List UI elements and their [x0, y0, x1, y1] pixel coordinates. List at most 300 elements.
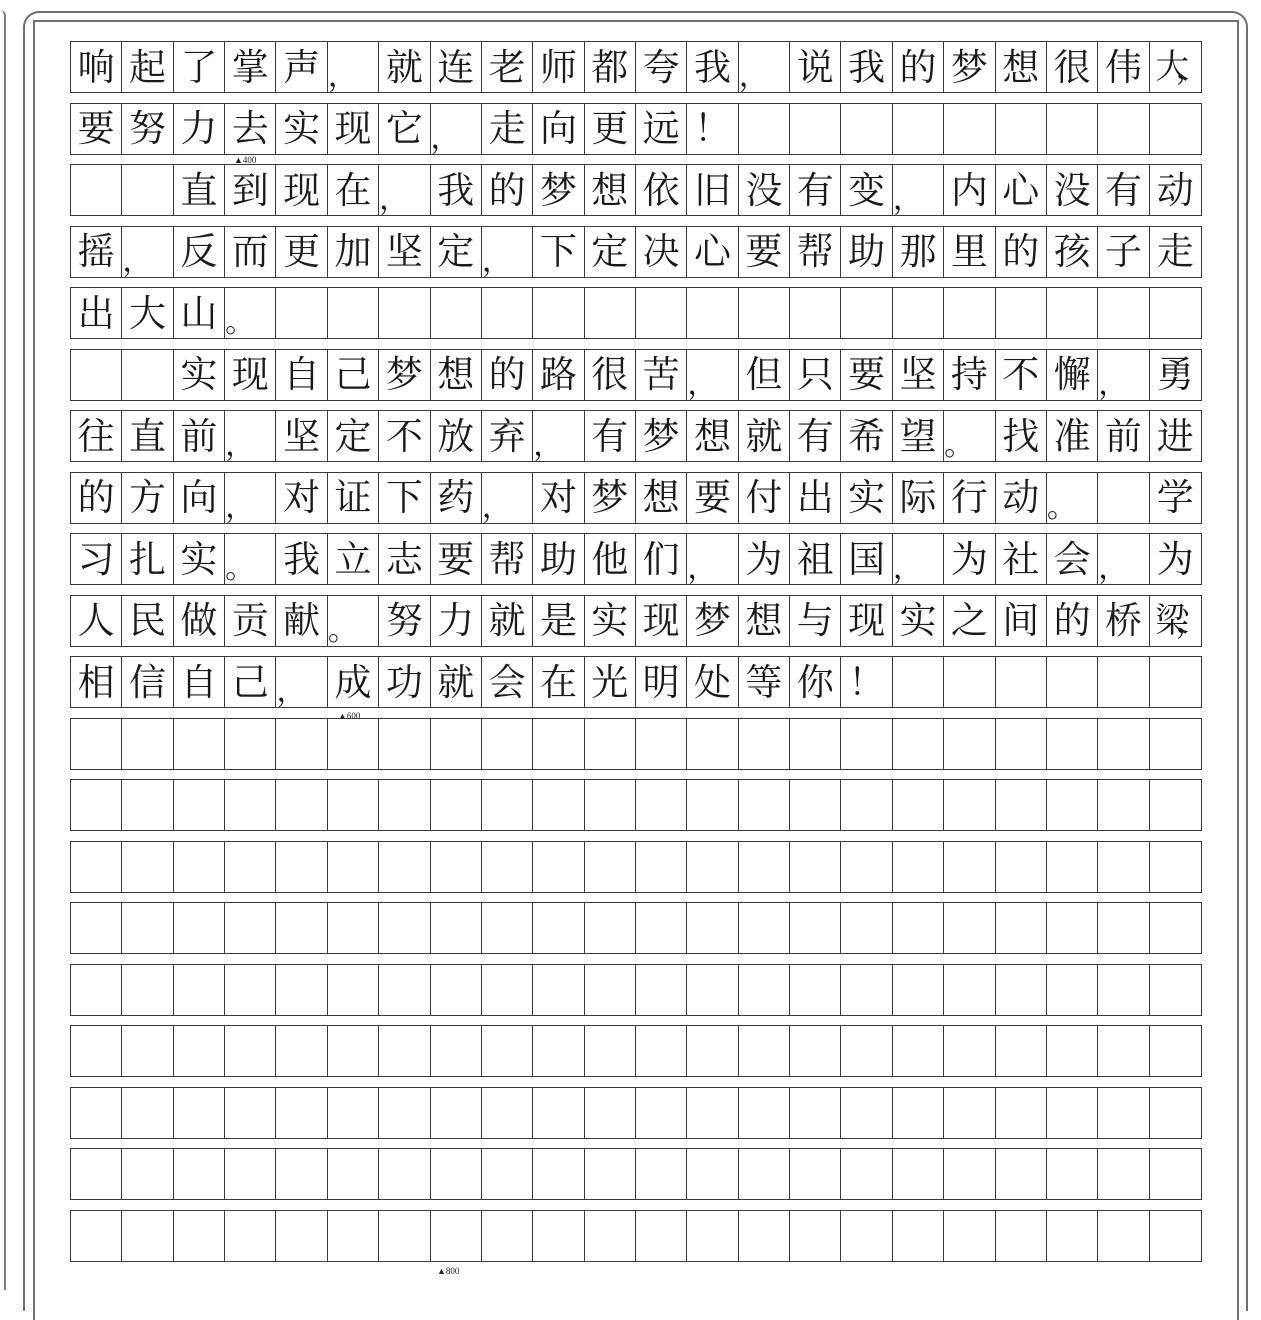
grid-cell: 证: [328, 473, 379, 523]
grid-cell: 梦: [379, 350, 430, 400]
grid-cell: 定: [431, 227, 482, 277]
adjacent-page-edge: [0, 10, 6, 1290]
grid-cell: 掌: [225, 42, 276, 92]
grid-cell: 远: [636, 104, 687, 154]
grid-cell: 摇: [71, 227, 122, 277]
grid-cell: [379, 719, 430, 769]
grid-cell: [225, 903, 276, 953]
grid-cell: 加: [328, 227, 379, 277]
grid-cell: [687, 1149, 738, 1199]
grid-cell: [174, 903, 225, 953]
grid-cell: [71, 1026, 122, 1076]
grid-cell: 勇: [1156, 353, 1194, 396]
grid-cell: [482, 1026, 533, 1076]
grid-cell: [122, 842, 173, 892]
grid-cell: 梁，: [1155, 600, 1196, 641]
grid-cell: [225, 719, 276, 769]
grid-cell: 孩: [1047, 227, 1098, 277]
grid-cell: [739, 104, 790, 154]
grid-cell: [482, 965, 533, 1015]
grid-cell: [1098, 1088, 1149, 1138]
grid-cell: [790, 104, 841, 154]
grid-cell: 到: [225, 165, 276, 215]
grid-cell: [739, 1026, 790, 1076]
grid-cell: [1098, 104, 1149, 154]
grid-cell: 我: [431, 165, 482, 215]
grid-cell: [1098, 473, 1149, 523]
grid-cell: [122, 903, 173, 953]
grid-cell: [944, 842, 995, 892]
composition-grid: [70, 41, 1202, 1271]
grid-cell: [328, 842, 379, 892]
grid-cell: 帮: [790, 227, 841, 277]
grid-cell: 会: [1047, 534, 1098, 584]
grid-row: [70, 1210, 1202, 1262]
grid-cell: [431, 842, 482, 892]
grid-cell: 我: [841, 42, 892, 92]
grid-cell: 志: [379, 534, 430, 584]
grid-cell: 现: [225, 350, 276, 400]
grid-cell: 在: [328, 165, 379, 215]
grid-cell: 与: [790, 596, 841, 646]
grid-row: [70, 902, 1202, 954]
grid-cell: [328, 719, 379, 769]
grid-cell: [841, 104, 892, 154]
grid-cell: [533, 288, 584, 338]
grid-cell: [1150, 780, 1201, 830]
grid-cell: [71, 719, 122, 769]
grid-cell: 的: [71, 473, 122, 523]
grid-cell: 现: [841, 596, 892, 646]
grid-cell: 做: [174, 596, 225, 646]
grid-cell: ，: [687, 534, 738, 584]
grid-cell: 的: [1047, 596, 1098, 646]
grid-cell: 努: [379, 596, 430, 646]
grid-cell: [174, 780, 225, 830]
grid-cell: 现: [328, 104, 379, 154]
grid-cell: 。: [225, 288, 276, 338]
grid-cell: [225, 965, 276, 1015]
grid-cell: [636, 1211, 687, 1261]
grid-cell: [585, 1211, 636, 1261]
grid-cell: [687, 780, 738, 830]
grid-cell: 社: [996, 534, 1047, 584]
grid-cell: 就: [482, 596, 533, 646]
grid-cell: [482, 1211, 533, 1261]
grid-cell: [893, 1088, 944, 1138]
grid-cell: [1047, 657, 1098, 707]
grid-row: [70, 226, 1202, 278]
grid-cell: [122, 780, 173, 830]
grid-cell: [585, 842, 636, 892]
grid-cell: 定: [328, 411, 379, 461]
grid-cell: [174, 1088, 225, 1138]
grid-cell: [790, 288, 841, 338]
grid-cell: 功: [379, 657, 430, 707]
grid-cell: [328, 965, 379, 1015]
grid-cell: 有: [585, 411, 636, 461]
grid-cell: 。: [944, 411, 995, 461]
grid-cell: [893, 104, 944, 154]
grid-cell: 响: [71, 42, 122, 92]
grid-cell: 行: [944, 473, 995, 523]
grid-cell: 方: [122, 473, 173, 523]
grid-cell: [996, 1211, 1047, 1261]
grid-row: [70, 779, 1202, 831]
grid-cell: ，: [328, 42, 379, 92]
grid-cell: [533, 1088, 584, 1138]
grid-cell: [1047, 1088, 1098, 1138]
grid-cell: [790, 1149, 841, 1199]
grid-cell: [431, 1088, 482, 1138]
grid-cell: [1098, 903, 1149, 953]
grid-cell: [1098, 288, 1149, 338]
grid-cell: 更: [585, 104, 636, 154]
grid-cell: 往: [71, 411, 122, 461]
grid-cell: 坚: [276, 411, 327, 461]
grid-cell: [1047, 780, 1098, 830]
grid-cell: [1150, 657, 1201, 707]
grid-cell: 你: [790, 657, 841, 707]
grid-cell: 更: [276, 227, 327, 277]
grid-cell: [893, 780, 944, 830]
grid-cell: [585, 1149, 636, 1199]
grid-cell: [533, 1211, 584, 1261]
grid-cell: [687, 1088, 738, 1138]
grid-cell: 坚: [893, 350, 944, 400]
grid-cell: [1047, 104, 1098, 154]
grid-cell: [841, 1149, 892, 1199]
grid-cell: 实: [893, 596, 944, 646]
grid-cell: [1047, 842, 1098, 892]
grid-cell: 的: [482, 165, 533, 215]
grid-cell: 想: [996, 42, 1047, 92]
grid-cell: 向: [174, 473, 225, 523]
grid-cell: 实: [174, 534, 225, 584]
grid-cell: 都: [585, 42, 636, 92]
grid-cell: 为: [1156, 537, 1194, 581]
grid-cell: 想: [636, 473, 687, 523]
grid-cell: ，: [533, 411, 584, 461]
grid-cell: 里: [944, 227, 995, 277]
grid-cell: [225, 1088, 276, 1138]
grid-cell: 际: [893, 473, 944, 523]
grid-cell: [636, 903, 687, 953]
grid-row: [70, 533, 1202, 585]
grid-cell: 梦: [585, 473, 636, 523]
grid-row: [70, 1087, 1202, 1139]
grid-cell: [687, 288, 738, 338]
grid-cell: 子: [1098, 227, 1149, 277]
grid-cell: [944, 288, 995, 338]
grid-cell: [71, 165, 122, 215]
grid-row: [70, 718, 1202, 770]
grid-cell: 就: [379, 42, 430, 92]
grid-row: [70, 41, 1202, 93]
grid-row: [70, 472, 1202, 524]
grid-cell: [533, 965, 584, 1015]
grid-cell: 会: [482, 657, 533, 707]
grid-cell: 希: [841, 411, 892, 461]
grid-cell: [1047, 965, 1098, 1015]
grid-cell: 山: [174, 288, 225, 338]
grid-cell: 直: [122, 411, 173, 461]
grid-cell: [174, 1211, 225, 1261]
grid-cell: 祖: [790, 534, 841, 584]
grid-cell: [276, 288, 327, 338]
grid-cell: 是: [533, 596, 584, 646]
grid-cell: 走: [1156, 230, 1194, 273]
grid-cell: 苦: [636, 350, 687, 400]
grid-cell: 要: [431, 534, 482, 584]
grid-cell: ，: [379, 165, 430, 215]
grid-cell: [379, 288, 430, 338]
grid-row: [70, 287, 1202, 339]
grid-cell: 内: [944, 165, 995, 215]
grid-cell: 不: [996, 350, 1047, 400]
grid-cell: [71, 1211, 122, 1261]
grid-cell: ，: [482, 227, 533, 277]
grid-cell: [122, 165, 173, 215]
grid-cell: 很: [585, 350, 636, 400]
grid-cell: 反: [174, 227, 225, 277]
grid-cell: 准: [1047, 411, 1098, 461]
grid-cell: 己: [328, 350, 379, 400]
grid-cell: 依: [636, 165, 687, 215]
grid-row: [70, 1025, 1202, 1077]
grid-cell: [1047, 1149, 1098, 1199]
grid-cell: [276, 780, 327, 830]
grid-cell: [996, 903, 1047, 953]
grid-cell: ，: [276, 657, 327, 707]
grid-cell: ，: [893, 534, 944, 584]
grid-cell: [585, 965, 636, 1015]
grid-cell: 没: [1047, 165, 1098, 215]
grid-cell: ，: [482, 473, 533, 523]
grid-cell: 处: [687, 657, 738, 707]
grid-cell: 努: [122, 104, 173, 154]
grid-cell: 实: [841, 473, 892, 523]
grid-cell: [1098, 1149, 1149, 1199]
word-count-marker-800: ▲800: [437, 1266, 460, 1276]
grid-cell: [1150, 1149, 1201, 1199]
grid-cell: 出: [71, 288, 122, 338]
grid-cell: ！: [841, 657, 892, 707]
grid-cell: 要: [71, 104, 122, 154]
grid-cell: ，: [687, 350, 738, 400]
grid-cell: 伟: [1098, 42, 1149, 92]
grid-cell: [379, 1211, 430, 1261]
grid-cell: [431, 719, 482, 769]
grid-cell: 实: [174, 350, 225, 400]
grid-cell: [1098, 657, 1149, 707]
grid-cell: [739, 780, 790, 830]
grid-cell: 实: [585, 596, 636, 646]
grid-cell: [1098, 1026, 1149, 1076]
grid-cell: [174, 842, 225, 892]
grid-cell: [533, 1026, 584, 1076]
grid-cell: 大，: [1155, 47, 1196, 87]
grid-cell: [996, 104, 1047, 154]
grid-cell: 不: [379, 411, 430, 461]
grid-cell: [174, 1026, 225, 1076]
grid-cell: 了: [174, 42, 225, 92]
grid-cell: [841, 288, 892, 338]
grid-cell: 明: [636, 657, 687, 707]
grid-cell: 的: [893, 42, 944, 92]
grid-cell: 找: [996, 411, 1047, 461]
grid-cell: 有: [790, 411, 841, 461]
grid-cell: [585, 719, 636, 769]
grid-cell: [276, 842, 327, 892]
grid-cell: [1047, 288, 1098, 338]
grid-cell: [71, 350, 122, 400]
grid-cell: [225, 1211, 276, 1261]
grid-row: [70, 1148, 1202, 1200]
grid-cell: 想: [739, 596, 790, 646]
grid-cell: [1150, 104, 1201, 154]
grid-cell: [276, 965, 327, 1015]
grid-cell: 桥: [1098, 596, 1149, 646]
grid-row: [70, 656, 1202, 708]
grid-cell: [122, 965, 173, 1015]
grid-cell: 立: [328, 534, 379, 584]
grid-cell: 己: [225, 657, 276, 707]
grid-cell: 持: [944, 350, 995, 400]
grid-cell: [1047, 903, 1098, 953]
grid-cell: [482, 842, 533, 892]
grid-cell: [739, 903, 790, 953]
grid-cell: [71, 842, 122, 892]
grid-cell: 现: [276, 165, 327, 215]
grid-cell: [174, 965, 225, 1015]
grid-cell: [482, 1149, 533, 1199]
grid-cell: [636, 780, 687, 830]
grid-cell: [687, 965, 738, 1015]
grid-cell: 自: [174, 657, 225, 707]
grid-cell: [533, 842, 584, 892]
grid-cell: 我: [276, 534, 327, 584]
grid-cell: 动: [996, 473, 1047, 523]
grid-cell: [174, 1149, 225, 1199]
grid-cell: [687, 1026, 738, 1076]
grid-cell: 声: [276, 42, 327, 92]
grid-cell: [122, 1149, 173, 1199]
grid-cell: [585, 780, 636, 830]
grid-cell: [379, 965, 430, 1015]
grid-cell: [687, 719, 738, 769]
grid-cell: [893, 1149, 944, 1199]
grid-cell: 成: [328, 657, 379, 707]
grid-cell: [71, 965, 122, 1015]
grid-cell: [225, 1149, 276, 1199]
grid-cell: 心: [996, 165, 1047, 215]
word-count-marker-400: ▲400: [234, 155, 257, 165]
grid-cell: 它: [379, 104, 430, 154]
grid-cell: [1047, 1211, 1098, 1261]
grid-row: [70, 164, 1202, 216]
grid-cell: [585, 1026, 636, 1076]
grid-cell: 等: [739, 657, 790, 707]
grid-cell: [379, 780, 430, 830]
grid-cell: 药: [431, 473, 482, 523]
grid-cell: 梦: [636, 411, 687, 461]
word-count-marker-600: ▲600: [338, 711, 361, 721]
grid-cell: 坚: [379, 227, 430, 277]
grid-cell: 要: [739, 227, 790, 277]
grid-cell: 向: [533, 104, 584, 154]
grid-cell: [1047, 1026, 1098, 1076]
grid-cell: ，: [122, 227, 173, 277]
grid-cell: [636, 288, 687, 338]
grid-cell: 而: [225, 227, 276, 277]
grid-cell: [636, 965, 687, 1015]
grid-cell: [1150, 965, 1201, 1015]
grid-cell: [944, 1026, 995, 1076]
grid-cell: 没: [739, 165, 790, 215]
grid-cell: 梦: [944, 42, 995, 92]
grid-cell: 间: [996, 596, 1047, 646]
grid-cell: 为: [944, 534, 995, 584]
grid-cell: [944, 104, 995, 154]
grid-cell: 前: [174, 411, 225, 461]
grid-cell: [482, 903, 533, 953]
grid-cell: [585, 288, 636, 338]
grid-cell: [379, 1026, 430, 1076]
grid-row: [70, 103, 1202, 155]
grid-cell: [739, 1088, 790, 1138]
grid-cell: [687, 903, 738, 953]
grid-cell: 要: [687, 473, 738, 523]
grid-cell: [790, 780, 841, 830]
grid-cell: 想: [687, 411, 738, 461]
grid-cell: ，: [893, 165, 944, 215]
grid-cell: ！: [687, 104, 738, 154]
grid-cell: 放: [431, 411, 482, 461]
grid-cell: [122, 719, 173, 769]
grid-cell: [276, 1026, 327, 1076]
grid-cell: [893, 1026, 944, 1076]
grid-cell: [841, 842, 892, 892]
grid-cell: [790, 842, 841, 892]
grid-cell: [276, 719, 327, 769]
grid-cell: 助: [533, 534, 584, 584]
grid-cell: ，: [225, 473, 276, 523]
grid-cell: 力: [174, 104, 225, 154]
grid-cell: [1098, 842, 1149, 892]
grid-cell: 梦: [687, 596, 738, 646]
grid-row: [70, 410, 1202, 462]
grid-cell: [431, 965, 482, 1015]
grid-cell: 动: [1156, 168, 1194, 212]
grid-cell: 那: [893, 227, 944, 277]
grid-cell: [1150, 1211, 1201, 1261]
grid-cell: [482, 719, 533, 769]
grid-cell: 进: [1156, 414, 1194, 458]
grid-cell: 国: [841, 534, 892, 584]
grid-cell: [944, 719, 995, 769]
grid-cell: [790, 719, 841, 769]
grid-cell: [841, 965, 892, 1015]
grid-cell: 。: [225, 534, 276, 584]
grid-cell: [482, 780, 533, 830]
grid-cell: [790, 1088, 841, 1138]
grid-row: [70, 595, 1202, 647]
grid-cell: 想: [585, 165, 636, 215]
grid-cell: [533, 719, 584, 769]
grid-cell: 定: [585, 227, 636, 277]
grid-cell: 习: [71, 534, 122, 584]
